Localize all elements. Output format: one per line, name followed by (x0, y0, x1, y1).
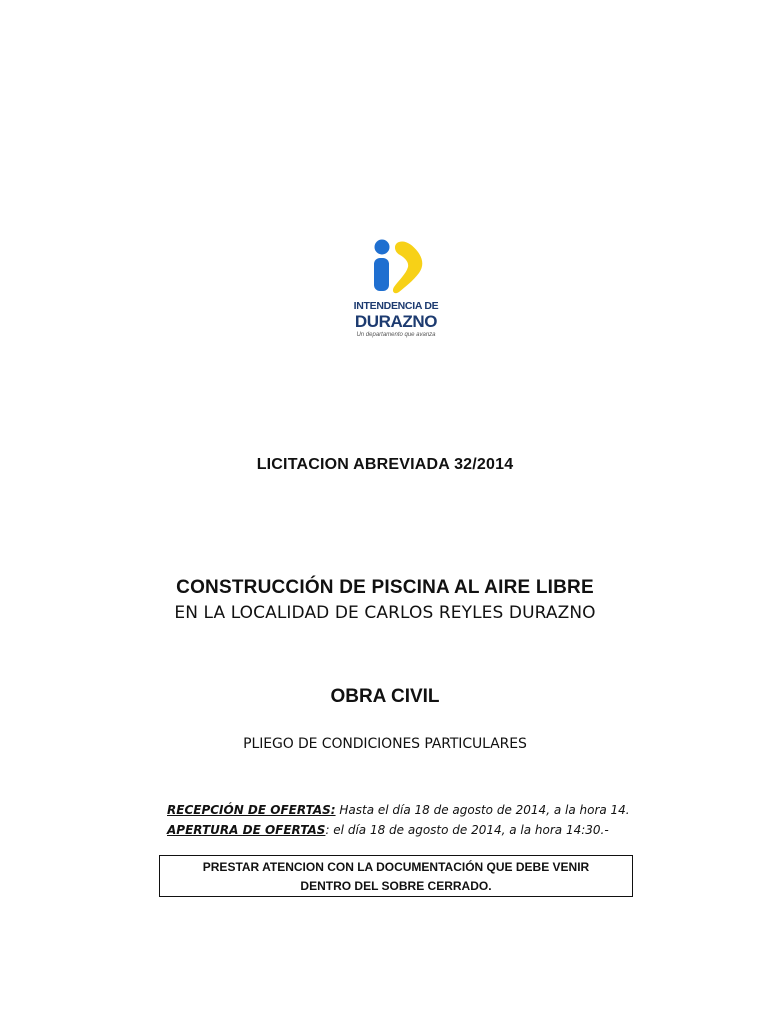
licitacion-heading: LICITACION ABREVIADA 32/2014 (256, 456, 514, 473)
logo-line-1: INTENDENCIA DE (353, 300, 439, 312)
logo-mark-icon (339, 232, 453, 302)
apertura-line (167, 820, 630, 840)
intendencia-logo (339, 232, 453, 352)
logo-tagline: Un departamento que avanza (356, 332, 436, 338)
recepcion-line (167, 800, 630, 820)
pliego-heading: PLIEGO DE CONDICIONES PARTICULARES (243, 736, 527, 752)
notice-box (159, 855, 633, 897)
logo-line-2: DURAZNO (354, 312, 438, 331)
obra-civil-heading: OBRA CIVIL (330, 686, 440, 707)
recepcion-label: RECEPCIÓN DE OFERTAS: (167, 803, 336, 817)
apertura-text: : el día 18 de agosto de 2014, a la hora 14:30.- (325, 823, 609, 837)
notice-line-1: PRESTAR ATENCION CON LA DOCUMENTACIÓN QUE DEBE VENIR (202, 860, 590, 874)
obra-title: CONSTRUCCIÓN DE PISCINA AL AIRE LIBRE (176, 577, 594, 598)
obra-subtitle: EN LA LOCALIDAD DE CARLOS REYLES DURAZNO (174, 603, 596, 623)
notice-line-2: DENTRO DEL SOBRE CERRADO. (300, 879, 492, 893)
apertura-label: APERTURA DE OFERTAS (167, 823, 326, 837)
dates-block (167, 800, 630, 840)
recepcion-text: Hasta el día 18 de agosto de 2014, a la hora 14. (335, 803, 630, 817)
